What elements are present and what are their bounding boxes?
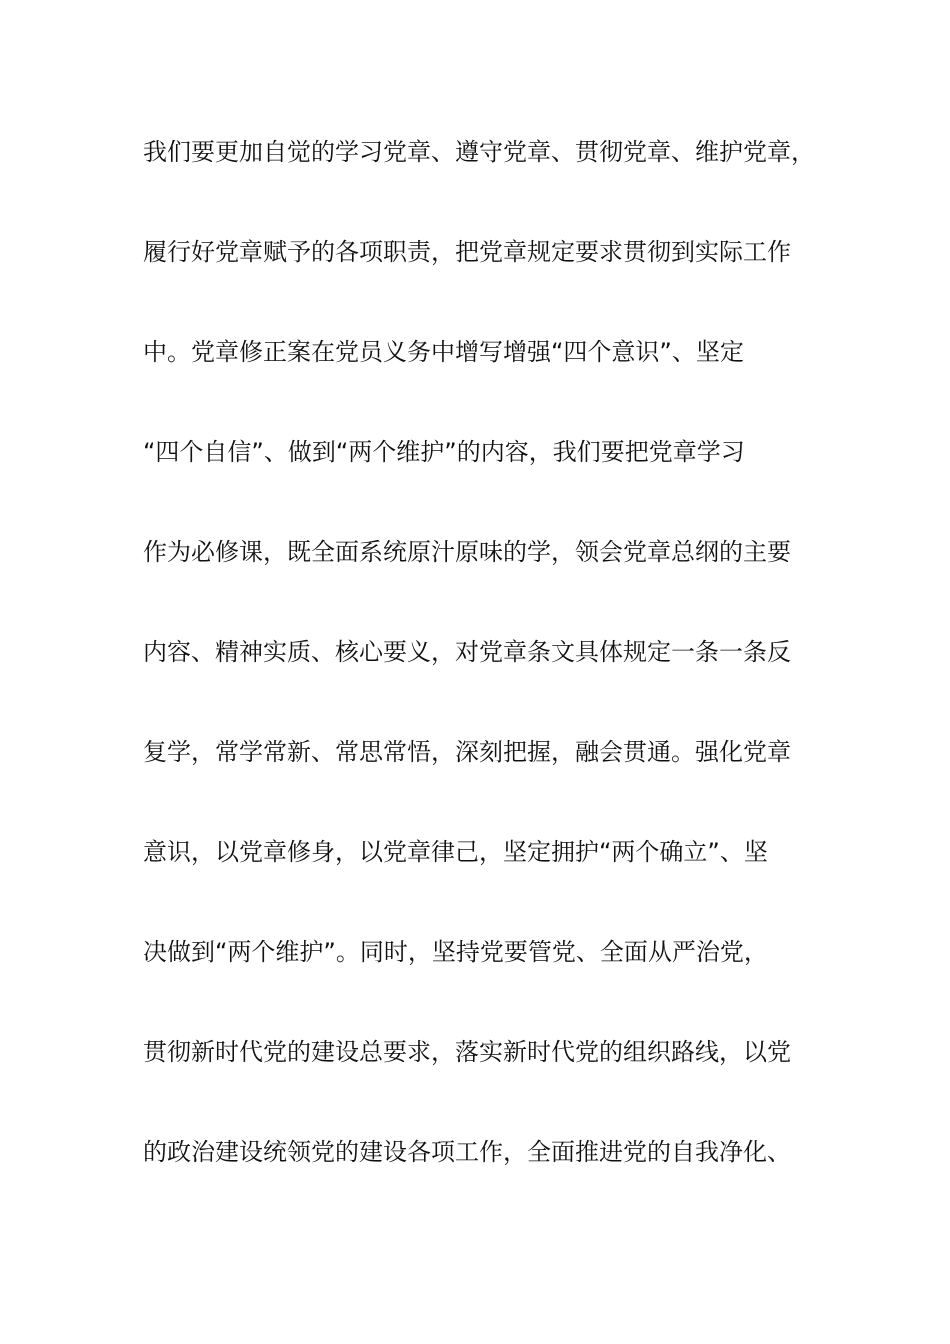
body-paragraph (143, 126, 823, 1226)
text-line: 复学，常学常新、常思常悟，深刻把握，融会贯通。强化党章 (143, 738, 791, 766)
text-line: 作为必修课，既全面系统原汁原味的学，领会党章总纲的主要 (143, 538, 791, 566)
text-line: 决做到“两个维护”。同时，坚持党要管党、全面从严治党， (143, 938, 768, 966)
text-line: 贯彻新时代党的建设总要求，落实新时代党的组织路线，以党 (143, 1038, 791, 1066)
text-line: 中。党章修正案在党员义务中增写增强“四个意识”、坚定 (143, 338, 744, 366)
text-line: 的政治建设统领党的建设各项工作，全面推进党的自我净化、 (143, 1138, 791, 1166)
text-line: “四个自信”、做到“两个维护”的内容，我们要把党章学习 (143, 438, 745, 466)
text-line: 意识，以党章修身，以党章律己，坚定拥护“两个确立”、坚 (143, 838, 768, 866)
text-line: 履行好党章赋予的各项职责，把党章规定要求贯彻到实际工作 (143, 238, 791, 266)
text-line: 我们要更加自觉的学习党章、遵守党章、贯彻党章、维护党章， (143, 138, 815, 166)
text-line: 内容、精神实质、核心要义，对党章条文具体规定一条一条反 (143, 638, 791, 666)
